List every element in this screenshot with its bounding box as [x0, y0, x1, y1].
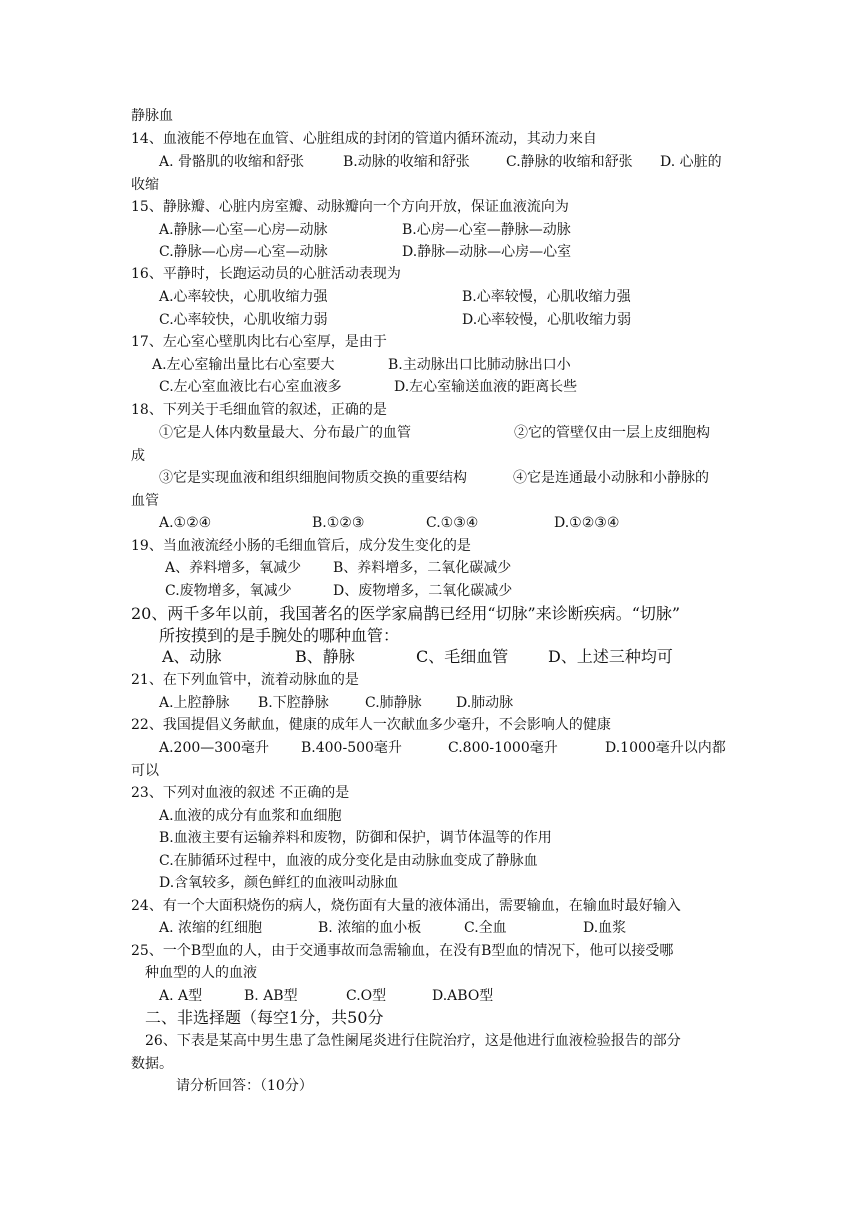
question-20: 20、两千多年以前，我国著名的医学家扁鹊已经用“切脉”来诊断疾病。“切脉”	[131, 604, 681, 623]
option-b: B.心房—心室—静脉—动脉	[402, 222, 571, 238]
option-b: B.血液主要有运输养料和废物，防御和保护，调节体温等的作用	[159, 830, 552, 846]
question-16: 16、平静时，长跑运动员的心脏活动表现为	[131, 266, 401, 282]
option-a: A.上腔静脉	[159, 695, 230, 711]
option-d: D.血浆	[583, 920, 627, 936]
option-d: D.1000毫升以内都	[605, 740, 726, 756]
statement-4: ④它是连通最小动脉和小静脉的	[513, 470, 709, 486]
option-c: C.①③④	[426, 515, 479, 531]
text-line: 种血型的人的血液	[145, 965, 257, 981]
option-c: C.静脉—心房—心室—动脉	[159, 244, 328, 260]
option-d: D.①②③④	[554, 515, 620, 531]
option-d: D、废物增多，二氧化碳减少	[333, 583, 513, 599]
option-d: D.含氧较多，颜色鲜红的血液叫动脉血	[159, 875, 399, 891]
question-17: 17、左心室心壁肌肉比右心室厚，是由于	[131, 334, 387, 350]
question-23: 23、下列对血液的叙述 不正确的是	[131, 785, 350, 801]
option-c: C.心率较快，心肌收缩力弱	[159, 312, 328, 328]
option-a: A. 浓缩的红细胞	[159, 920, 263, 936]
question-14: 14、血液能不停地在血管、心脏组成的封闭的管道内循环流动，其动力来自	[131, 131, 597, 147]
option-a: A. 骨骼肌的收缩和舒张	[159, 154, 305, 170]
text-line: 所按摸到的是手腕处的哪种血管：	[159, 626, 400, 645]
option-b: B.主动脉出口比肺动脉出口小	[388, 357, 571, 373]
option-c: C.左心室血液比右心室血液多	[159, 379, 342, 395]
text-line: 可以	[131, 763, 159, 779]
option-d: D.肺动脉	[456, 695, 514, 711]
option-c: C.800-1000毫升	[448, 740, 558, 756]
question-18: 18、下列关于毛细血管的叙述，正确的是	[131, 402, 387, 418]
option-a: A.①②④	[159, 515, 212, 531]
text-line: 收缩	[131, 177, 159, 193]
text-line: 请分析回答：（10分）	[176, 1078, 313, 1094]
statement-1: ①它是人体内数量最大、分布最广的血管	[159, 425, 411, 441]
option-c: C.静脉的收缩和舒张	[506, 154, 633, 170]
option-b: B.400-500毫升	[301, 740, 402, 756]
text-line: 成	[131, 448, 145, 464]
option-a: A.左心室输出量比右心室要大	[152, 357, 335, 373]
option-c: C、毛细血管	[416, 647, 509, 666]
question-19: 19、当血液流经小肠的毛细血管后，成分发生变化的是	[131, 538, 471, 554]
option-b: B. AB型	[244, 988, 298, 1004]
option-b: B.动脉的收缩和舒张	[343, 154, 470, 170]
option-a: A.心率较快，心肌收缩力强	[159, 289, 328, 305]
text-line: 静脉血	[131, 108, 173, 124]
question-22: 22、我国提倡义务献血，健康的成年人一次献血多少毫升，不会影响人的健康	[131, 717, 611, 733]
option-b: B、养料增多，二氧化碳减少	[333, 560, 512, 576]
option-b: B、静脉	[295, 647, 355, 666]
statement-2: ②它的管壁仅由一层上皮细胞构	[514, 425, 710, 441]
option-d: D、上述三种均可	[548, 647, 673, 666]
statement-3: ③它是实现血液和组织细胞间物质交换的重要结构	[159, 470, 467, 486]
text-line: 血管	[131, 493, 159, 509]
question-21: 21、在下列血管中，流着动脉血的是	[131, 672, 359, 688]
option-b: B.心率较慢，心肌收缩力强	[462, 289, 631, 305]
option-a: A、动脉	[162, 647, 222, 666]
option-c: C.O型	[346, 988, 387, 1004]
option-b: B.下腔静脉	[258, 695, 329, 711]
option-c: C.全血	[464, 920, 507, 936]
question-26: 26、下表是某高中男生患了急性阑尾炎进行住院治疗，这是他进行血液检验报告的部分	[145, 1033, 681, 1049]
question-15: 15、静脉瓣、心脏内房室瓣、动脉瓣向一个方向开放，保证血液流向为	[131, 199, 569, 215]
option-c: C.废物增多，氧减少	[165, 583, 292, 599]
option-a: A.血液的成分有血浆和血细胞	[159, 808, 342, 824]
option-d: D.静脉—动脉—心房—心室	[402, 244, 572, 260]
option-a: A.200—300毫升	[159, 740, 270, 756]
question-24: 24、有一个大面积烧伤的病人，烧伤面有大量的液体涌出，需要输血，在输血时最好输入	[131, 898, 681, 914]
option-a: A. A型	[159, 988, 203, 1004]
option-d: D.ABO型	[432, 988, 494, 1004]
option-d: D.心率较慢，心肌收缩力弱	[462, 312, 632, 328]
section-heading: 二、非选择题（每空1分，共50分	[145, 1008, 384, 1027]
option-a: A.静脉—心室—心房—动脉	[159, 222, 328, 238]
option-c: C.在肺循环过程中，血液的成分变化是由动脉血变成了静脉血	[159, 853, 538, 869]
option-c: C.肺静脉	[365, 695, 422, 711]
option-b: B. 浓缩的血小板	[318, 920, 422, 936]
text-line: 数据。	[131, 1056, 173, 1072]
option-d: D.左心室输送血液的距离长些	[394, 379, 578, 395]
question-25: 25、一个B型血的人，由于交通事故而急需输血，在没有B型血的情况下，他可以接受哪	[131, 943, 674, 959]
option-b: B.①②③	[312, 515, 365, 531]
option-a: A、养料增多，氧减少	[165, 560, 302, 576]
option-d: D. 心脏的	[660, 154, 722, 170]
